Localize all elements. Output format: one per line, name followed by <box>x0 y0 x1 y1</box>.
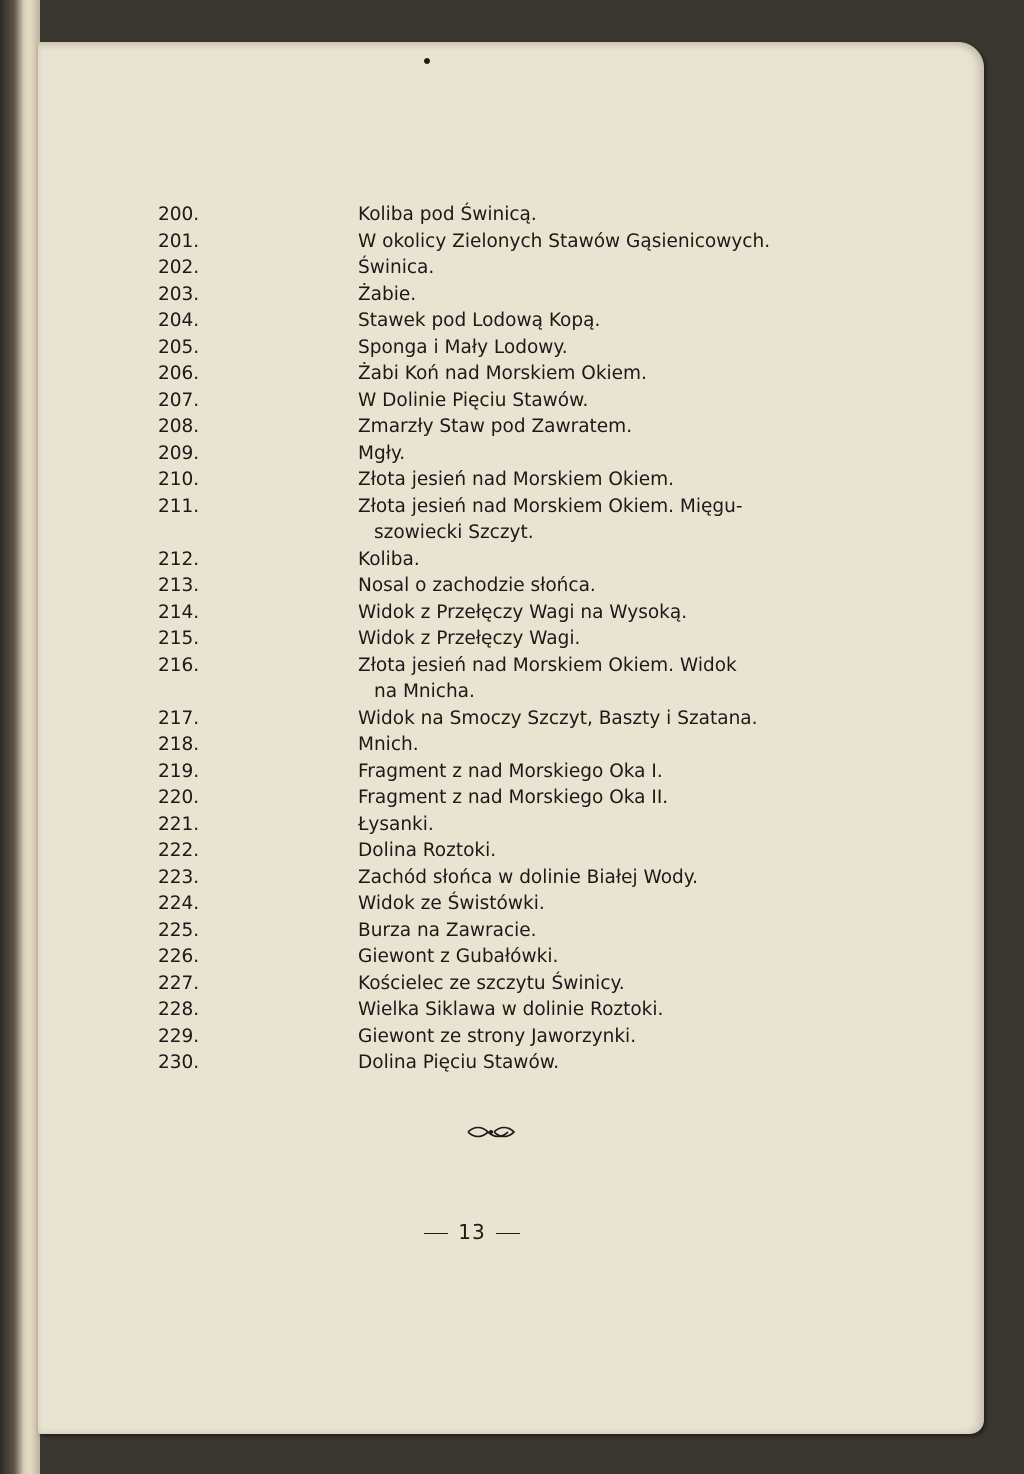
entry-title: Koliba. <box>358 548 420 570</box>
entry-number: 208. <box>158 416 200 437</box>
entry-title: Widok ze Świstówki. <box>358 893 545 914</box>
entry-title: Dolina Roztoki. <box>358 840 497 861</box>
entry-title-continuation: na Mnicha. <box>374 681 475 702</box>
entry-number: 202. <box>158 257 200 278</box>
entry-title: W okolicy Zielonych Stawów Gąsienicowych. <box>358 230 771 252</box>
entry-number: 224. <box>158 893 200 914</box>
entry-title: Łysanki. <box>358 813 434 835</box>
entry-title: Stawek pod Lodową Kopą. <box>358 310 601 331</box>
entry-number: 230. <box>158 1052 200 1073</box>
entry-number: 211. <box>158 495 200 517</box>
entry-number: 206. <box>158 363 200 384</box>
entry-number: 207. <box>158 389 200 411</box>
entry-title: Fragment z nad Morskiego Oka I. <box>358 760 663 782</box>
entry-number: 225. <box>158 919 200 941</box>
entry-title: Mnich. <box>358 734 419 755</box>
entry-title: Złota jesień nad Morskiem Okiem. <box>358 469 675 490</box>
entry-title-line: Złota jesień nad Morskiem Okiem. Mięgu- <box>358 495 743 517</box>
entry-title: Dolina Pięciu Stawów. <box>358 1052 560 1073</box>
entry-number: 203. <box>158 283 200 305</box>
entry-title: Żabie. <box>358 283 417 305</box>
entry-number: 212. <box>158 548 200 570</box>
entry-title: Nosal o zachodzie słońca. <box>358 575 596 596</box>
entry-number: 201. <box>158 230 200 252</box>
entry-title: Giewont ze strony Jaworzynki. <box>358 1025 637 1047</box>
entry-number: 205. <box>158 336 200 358</box>
entry-number: 221. <box>158 813 200 835</box>
entry-title: Kościelec ze szczytu Świnicy. <box>358 972 625 994</box>
scroll-ornament-icon <box>466 1124 516 1140</box>
entry-title: Burza na Zawracie. <box>358 919 537 941</box>
entry-title: Giewont z Gubałówki. <box>358 946 559 967</box>
entry-title: Widok z Przełęczy Wagi. <box>358 628 581 649</box>
entry-number: 214. <box>158 601 200 623</box>
entry-title: Widok z Przełęczy Wagi na Wysoką. <box>358 601 688 623</box>
entry-title: Wielka Siklawa w dolinie Roztoki. <box>358 999 664 1020</box>
entry-number: 215. <box>158 628 200 649</box>
entry-number: 228. <box>158 999 200 1020</box>
entry-title: Zmarzły Staw pod Zawratem. <box>358 416 633 437</box>
dash-right <box>496 1233 520 1235</box>
entry-number: 210. <box>158 469 200 490</box>
entry-title <box>358 653 818 706</box>
entry-number: 229. <box>158 1025 200 1047</box>
entry-number: 226. <box>158 946 200 967</box>
page-number <box>412 1220 532 1244</box>
entry-number: 220. <box>158 787 200 808</box>
entry-title: Sponga i Mały Lodowy. <box>358 336 568 358</box>
entry-title <box>358 494 818 547</box>
entry-title-line: Złota jesień nad Morskiem Okiem. Widok <box>358 654 737 676</box>
entry-number: 209. <box>158 442 200 464</box>
entry-title: Fragment z nad Morskiego Oka II. <box>358 787 669 808</box>
entry-title: Koliba pod Świnicą. <box>358 204 537 225</box>
entry-number: 227. <box>158 972 200 994</box>
entry-number: 222. <box>158 840 200 861</box>
entry-number: 216. <box>158 654 200 676</box>
entry-title: Widok na Smoczy Szczyt, Baszty i Szatana. <box>358 707 758 729</box>
entry-number: 213. <box>158 575 200 596</box>
entry-title: Mgły. <box>358 442 406 464</box>
entry-number: 223. <box>158 866 200 888</box>
entry-number: 204. <box>158 310 200 331</box>
entry-number: 217. <box>158 707 200 729</box>
entry-title: Zachód słońca w dolinie Białej Wody. <box>358 866 698 888</box>
entry-title: Świnica. <box>358 257 435 278</box>
entry-title: Żabi Koń nad Morskiem Okiem. <box>358 363 647 384</box>
entry-title: W Dolinie Pięciu Stawów. <box>358 389 589 411</box>
page-number-value: 13 <box>458 1220 486 1244</box>
entry-number: 218. <box>158 734 200 755</box>
entry-number: 219. <box>158 760 200 782</box>
entry-number: 200. <box>158 204 200 225</box>
entry-title-continuation: szowiecki Szczyt. <box>374 522 534 543</box>
dash-left <box>424 1233 448 1235</box>
